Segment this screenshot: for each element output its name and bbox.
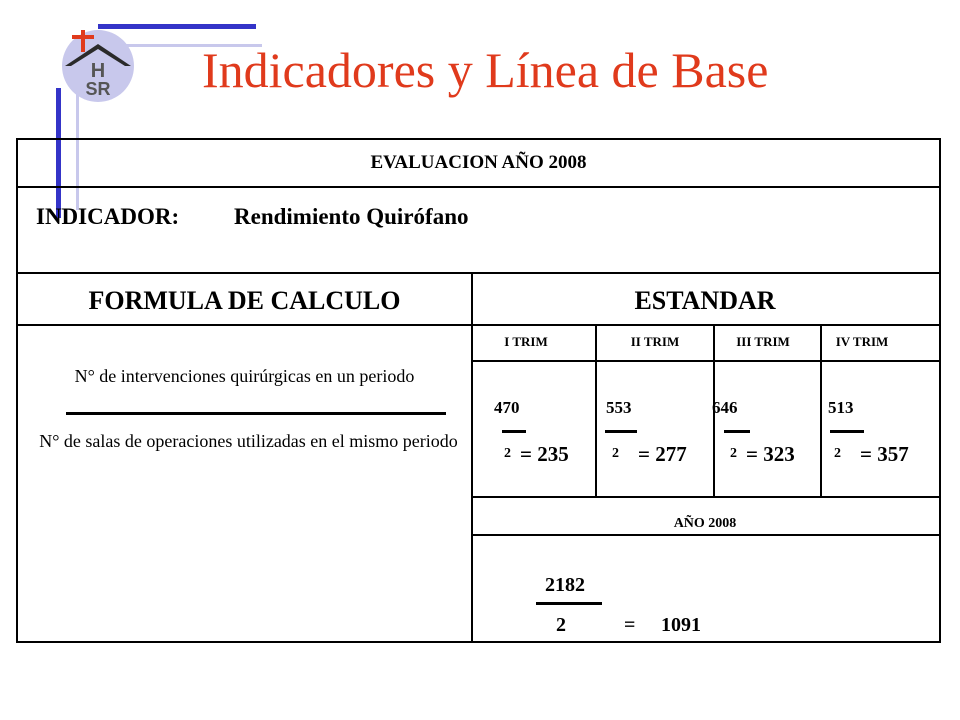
year-header: AÑO 2008 — [673, 516, 737, 531]
svg-text:SR: SR — [85, 79, 111, 99]
quarter-result: = 357 — [860, 442, 909, 466]
formula-denominator: N° de salas de operaciones utilizadas en el mismo periodo — [39, 431, 458, 451]
quarter-denominator: 2 — [504, 446, 511, 461]
quarter-numerator: 553 — [606, 398, 632, 417]
formula-fraction-bar — [66, 412, 446, 415]
quarter-denominator: 2 — [834, 446, 841, 461]
quarter-fraction-bar — [830, 430, 864, 433]
indicator-table — [16, 138, 941, 643]
row-divider — [471, 360, 939, 362]
quarter-header: III TRIM — [736, 334, 790, 349]
year-fraction-bar — [536, 602, 602, 605]
indicator-label: INDICADOR: — [36, 204, 180, 229]
quarter-numerator: 470 — [494, 398, 520, 417]
quarter-fraction-bar — [502, 430, 526, 433]
quarter-result: = 235 — [520, 442, 569, 466]
quarter-header: I TRIM — [504, 334, 548, 349]
quarter-fraction-bar — [724, 430, 750, 433]
row-divider — [18, 324, 939, 326]
year-result: 1091 — [661, 614, 701, 636]
quarter-denominator: 2 — [612, 446, 619, 461]
year-numerator: 2182 — [545, 574, 585, 596]
row-divider — [18, 272, 939, 274]
hospital-logo — [55, 22, 137, 104]
quarter-denominator: 2 — [730, 446, 737, 461]
column-divider — [471, 272, 473, 641]
formula-header: FORMULA DE CALCULO — [88, 286, 401, 315]
quarter-numerator: 513 — [828, 398, 854, 417]
standard-header: ESTANDAR — [634, 286, 776, 315]
row-divider — [18, 186, 939, 188]
quarter-numerator: 646 — [712, 398, 738, 417]
row-divider — [471, 496, 939, 498]
quarter-result: = 277 — [638, 442, 687, 466]
quarter-result: = 323 — [746, 442, 795, 466]
quarter-header: II TRIM — [630, 334, 680, 349]
formula-numerator: N° de intervenciones quirúrgicas en un periodo — [74, 366, 415, 386]
row-divider — [471, 534, 939, 536]
indicator-value: Rendimiento Quirófano — [234, 204, 469, 229]
evaluation-heading: EVALUACION AÑO 2008 — [370, 152, 587, 173]
quarter-fraction-bar — [605, 430, 637, 433]
quarter-header: IV TRIM — [835, 334, 889, 349]
year-denominator: 2 — [556, 614, 566, 636]
page-title: Indicadores y Línea de Base — [202, 42, 769, 98]
year-equals: = — [624, 614, 636, 636]
svg-text:H: H — [90, 60, 106, 82]
column-divider — [595, 324, 597, 496]
